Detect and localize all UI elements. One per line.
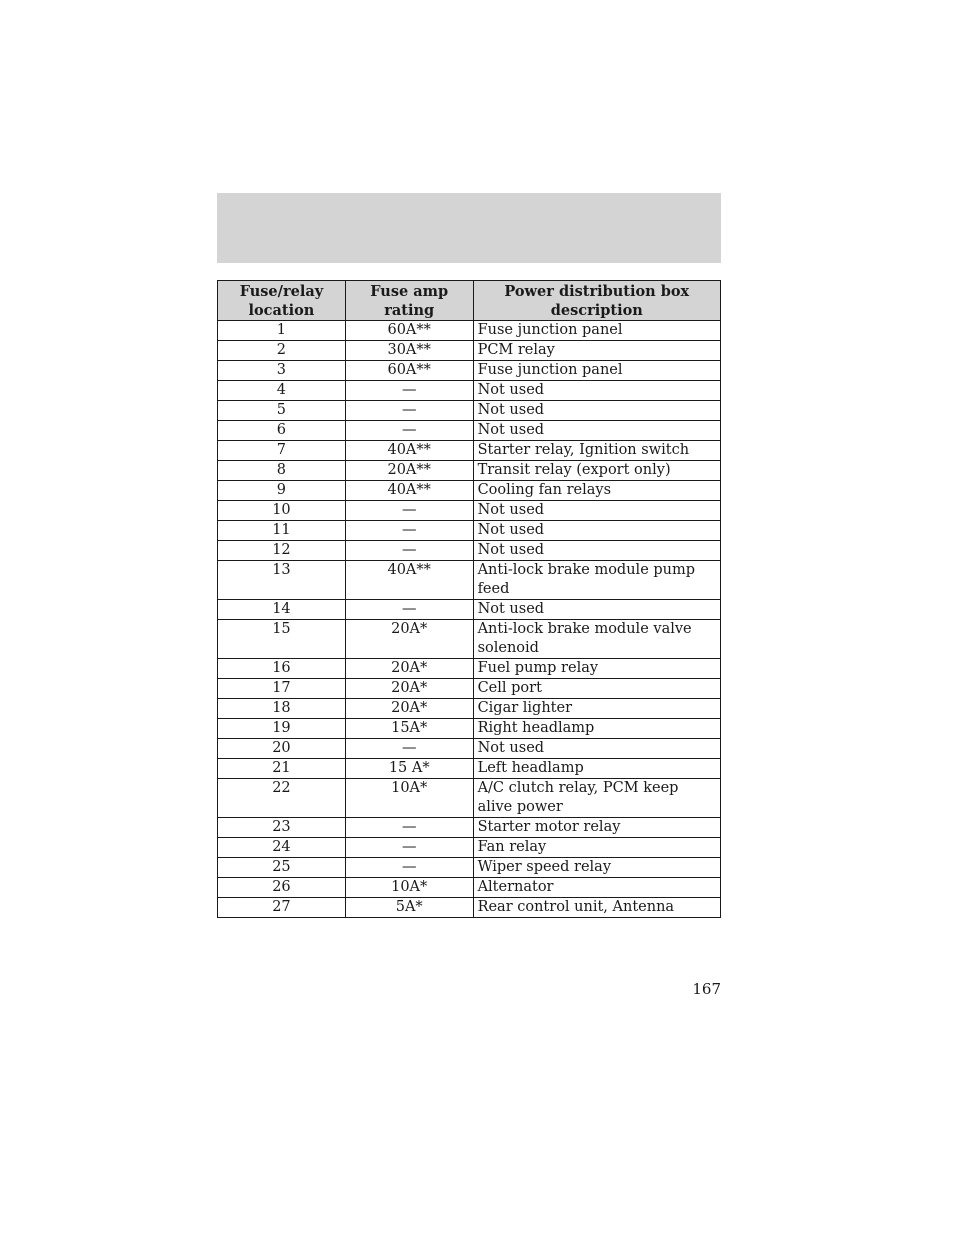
table-row [218,699,721,719]
description-cell: Not used [473,521,720,541]
amp-rating-cell: — [345,838,473,858]
description-cell: Not used [473,501,720,521]
table-row [218,838,721,858]
table-row [218,561,721,600]
amp-rating-cell: 20A* [345,659,473,679]
location-cell: 11 [218,521,346,541]
header-amp-rating: Fuse amp rating [345,281,473,321]
location-cell: 27 [218,898,346,918]
amp-rating-cell: 40A** [345,481,473,501]
table-row [218,818,721,838]
amp-rating-cell: 5A* [345,898,473,918]
description-cell: Anti-lock brake module valve solenoid [473,620,720,659]
table-row [218,521,721,541]
description-cell: Not used [473,739,720,759]
location-cell: 21 [218,759,346,779]
location-cell: 2 [218,341,346,361]
amp-rating-cell: 30A** [345,341,473,361]
amp-rating-cell: — [345,501,473,521]
location-cell: 26 [218,878,346,898]
amp-rating-cell: — [345,401,473,421]
amp-rating-cell: 60A** [345,321,473,341]
amp-rating-cell: 15 A* [345,759,473,779]
table-row [218,381,721,401]
table-row [218,341,721,361]
fuse-table [217,280,721,918]
location-cell: 16 [218,659,346,679]
amp-rating-cell: — [345,541,473,561]
description-cell: Not used [473,600,720,620]
location-cell: 20 [218,739,346,759]
location-cell: 24 [218,838,346,858]
table-row [218,321,721,341]
amp-rating-cell: — [345,818,473,838]
location-cell: 1 [218,321,346,341]
table-row [218,361,721,381]
description-cell: Fan relay [473,838,720,858]
location-cell: 19 [218,719,346,739]
description-cell: Not used [473,381,720,401]
amp-rating-cell: — [345,421,473,441]
description-cell: Starter motor relay [473,818,720,838]
amp-rating-cell: 10A* [345,779,473,818]
amp-rating-cell: 60A** [345,361,473,381]
description-cell: Right headlamp [473,719,720,739]
header-description: Power distribution box description [473,281,720,321]
table-row [218,759,721,779]
location-cell: 23 [218,818,346,838]
table-row [218,739,721,759]
description-cell: Cooling fan relays [473,481,720,501]
amp-rating-cell: 40A** [345,561,473,600]
location-cell: 22 [218,779,346,818]
description-cell: Starter relay, Ignition switch [473,441,720,461]
table-row [218,620,721,659]
table-row [218,441,721,461]
amp-rating-cell: — [345,600,473,620]
location-cell: 6 [218,421,346,441]
amp-rating-cell: — [345,521,473,541]
location-cell: 5 [218,401,346,421]
location-cell: 17 [218,679,346,699]
description-cell: Not used [473,401,720,421]
location-cell: 14 [218,600,346,620]
table-header-row [218,281,721,321]
table-row [218,600,721,620]
description-cell: Fuse junction panel [473,361,720,381]
description-cell: Not used [473,541,720,561]
description-cell: Left headlamp [473,759,720,779]
amp-rating-cell: — [345,858,473,878]
amp-rating-cell: — [345,739,473,759]
amp-rating-cell: 20A** [345,461,473,481]
table-row [218,481,721,501]
table-row [218,421,721,441]
description-cell: Alternator [473,878,720,898]
table-row [218,779,721,818]
location-cell: 10 [218,501,346,521]
location-cell: 9 [218,481,346,501]
amp-rating-cell: — [345,381,473,401]
description-cell: PCM relay [473,341,720,361]
description-cell: Transit relay (export only) [473,461,720,481]
description-cell: Anti-lock brake module pump feed [473,561,720,600]
description-cell: Fuel pump relay [473,659,720,679]
location-cell: 18 [218,699,346,719]
table-body [218,321,721,918]
description-cell: A/C clutch relay, PCM keep alive power [473,779,720,818]
location-cell: 4 [218,381,346,401]
table-row [218,401,721,421]
description-cell: Cigar lighter [473,699,720,719]
table-row [218,659,721,679]
amp-rating-cell: 20A* [345,620,473,659]
table-row [218,858,721,878]
table-row [218,541,721,561]
amp-rating-cell: 20A* [345,699,473,719]
page-number: 167 [692,980,721,998]
table-row [218,461,721,481]
description-cell: Cell port [473,679,720,699]
table-row [218,898,721,918]
description-cell: Fuse junction panel [473,321,720,341]
header-band [217,193,721,263]
table-row [218,878,721,898]
description-cell: Wiper speed relay [473,858,720,878]
location-cell: 7 [218,441,346,461]
amp-rating-cell: 15A* [345,719,473,739]
table-row [218,679,721,699]
amp-rating-cell: 10A* [345,878,473,898]
amp-rating-cell: 40A** [345,441,473,461]
location-cell: 13 [218,561,346,600]
amp-rating-cell: 20A* [345,679,473,699]
description-cell: Rear control unit, Antenna [473,898,720,918]
location-cell: 3 [218,361,346,381]
table-row [218,719,721,739]
location-cell: 12 [218,541,346,561]
location-cell: 25 [218,858,346,878]
location-cell: 8 [218,461,346,481]
table-row [218,501,721,521]
location-cell: 15 [218,620,346,659]
description-cell: Not used [473,421,720,441]
header-location: Fuse/relay location [218,281,346,321]
